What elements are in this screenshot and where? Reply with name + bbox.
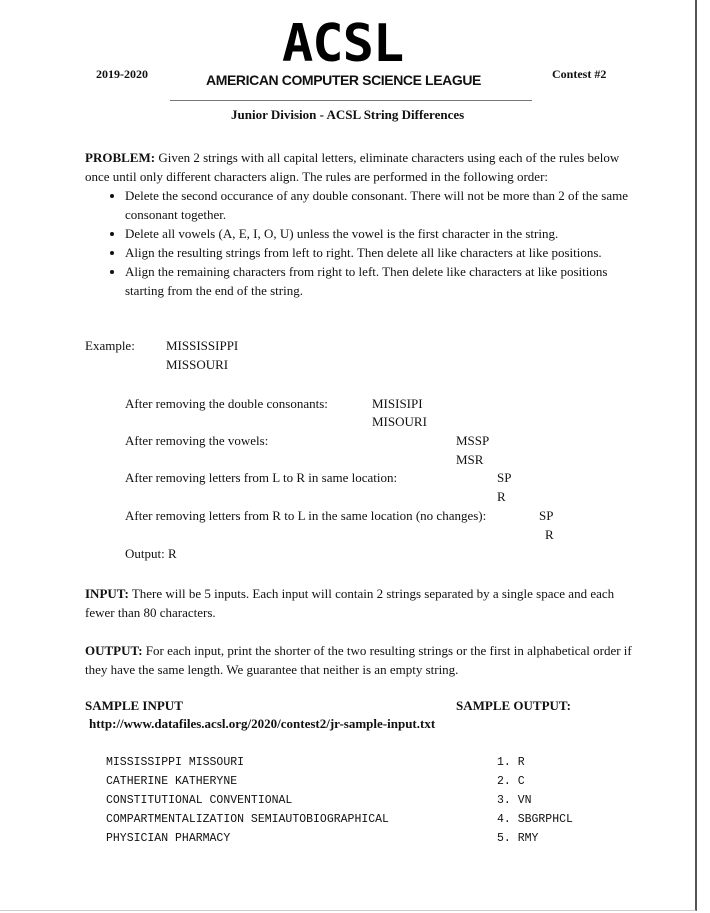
step-label: After removing letters from L to R in same location: — [125, 470, 398, 485]
rule-item: • Align the remaining characters from right to left. Then delete like characters at like positions starting from the end of the string. — [125, 262, 635, 300]
rule-item: • Delete the second occurance of any double consonant. There will not be more than 2 of the same consonant together. — [125, 186, 635, 224]
sample-input-line: CONSTITUTIONAL CONVENTIONAL — [106, 794, 293, 807]
sample-output-line: 2. C — [497, 775, 525, 788]
sample-input-line: MISSISSIPPI MISSOURI — [106, 756, 245, 769]
step-value-1: SP — [497, 470, 512, 485]
sample-input-line: PHYSICIAN PHARMACY — [106, 832, 231, 845]
example-string-1: MISSISSIPPI — [166, 338, 239, 353]
rules-list — [85, 186, 635, 300]
sample-output-title: SAMPLE OUTPUT: — [456, 698, 571, 713]
step-value-2: MISOURI — [372, 414, 427, 429]
problem-section — [85, 148, 635, 300]
output-label: OUTPUT: — [85, 643, 143, 658]
year-label: 2019-2020 — [96, 67, 148, 81]
example-string-2: MISSOURI — [166, 357, 229, 372]
input-label: INPUT: — [85, 586, 129, 601]
output-text: For each input, print the shorter of the two resulting strings or the first in alphabetical order if they have the same length. We guarantee that neither is an empty string. — [85, 643, 632, 677]
input-section — [85, 584, 635, 622]
step-label: After removing the vowels: — [125, 433, 269, 448]
contest-label: Contest #2 — [552, 67, 607, 81]
step-value-2: R — [497, 489, 506, 504]
step-value-2: MSR — [456, 452, 484, 467]
step-value-1: SP — [539, 508, 554, 523]
output-section — [85, 641, 635, 679]
step-value-1: MSSP — [456, 433, 490, 448]
step-label: After removing letters from R to L in the same location (no changes): — [125, 508, 487, 523]
rule-item: • Align the resulting strings from left to right. Then delete all like characters at like positions. — [125, 243, 635, 262]
league-title: AMERICAN COMPUTER SCIENCE LEAGUE — [206, 72, 481, 88]
sample-input-line: CATHERINE KATHERYNE — [106, 775, 238, 788]
sample-output-line: 1. R — [497, 756, 525, 769]
problem-label: PROBLEM: — [85, 150, 156, 165]
example-label: Example: — [85, 338, 135, 353]
division-title: Junior Division - ACSL String Differences — [231, 107, 465, 122]
step-value-1: MISISIPI — [372, 396, 423, 411]
sample-input-line: COMPARTMENTALIZATION SEMIAUTOBIOGRAPHICAL — [106, 813, 389, 826]
header-divider — [170, 100, 532, 101]
sample-output-line: 4. SBGRPHCL — [497, 813, 573, 826]
sample-output-line: 3. VN — [497, 794, 532, 807]
sample-input-title: SAMPLE INPUT — [85, 698, 183, 713]
step-label: After removing the double consonants: — [125, 396, 328, 411]
input-text: There will be 5 inputs. Each input will contain 2 strings separated by a single space and each fewer than 80 characters. — [85, 586, 615, 620]
sample-output-line: 5. RMY — [497, 832, 539, 845]
step-value-2: R — [545, 527, 554, 542]
rule-item: • Delete all vowels (A, E, I, O, U) unless the vowel is the first character in the string. — [125, 224, 635, 243]
problem-intro: Given 2 strings with all capital letters, eliminate characters using each of the rules below once until only different characters align. The rules are performed in the following order: — [85, 150, 620, 184]
example-output: Output: R — [125, 546, 177, 561]
sample-input-url[interactable]: http://www.datafiles.acsl.org/2020/contest2/jr-sample-input.txt — [89, 716, 436, 731]
acsl-logo: ACSL — [282, 14, 404, 74]
